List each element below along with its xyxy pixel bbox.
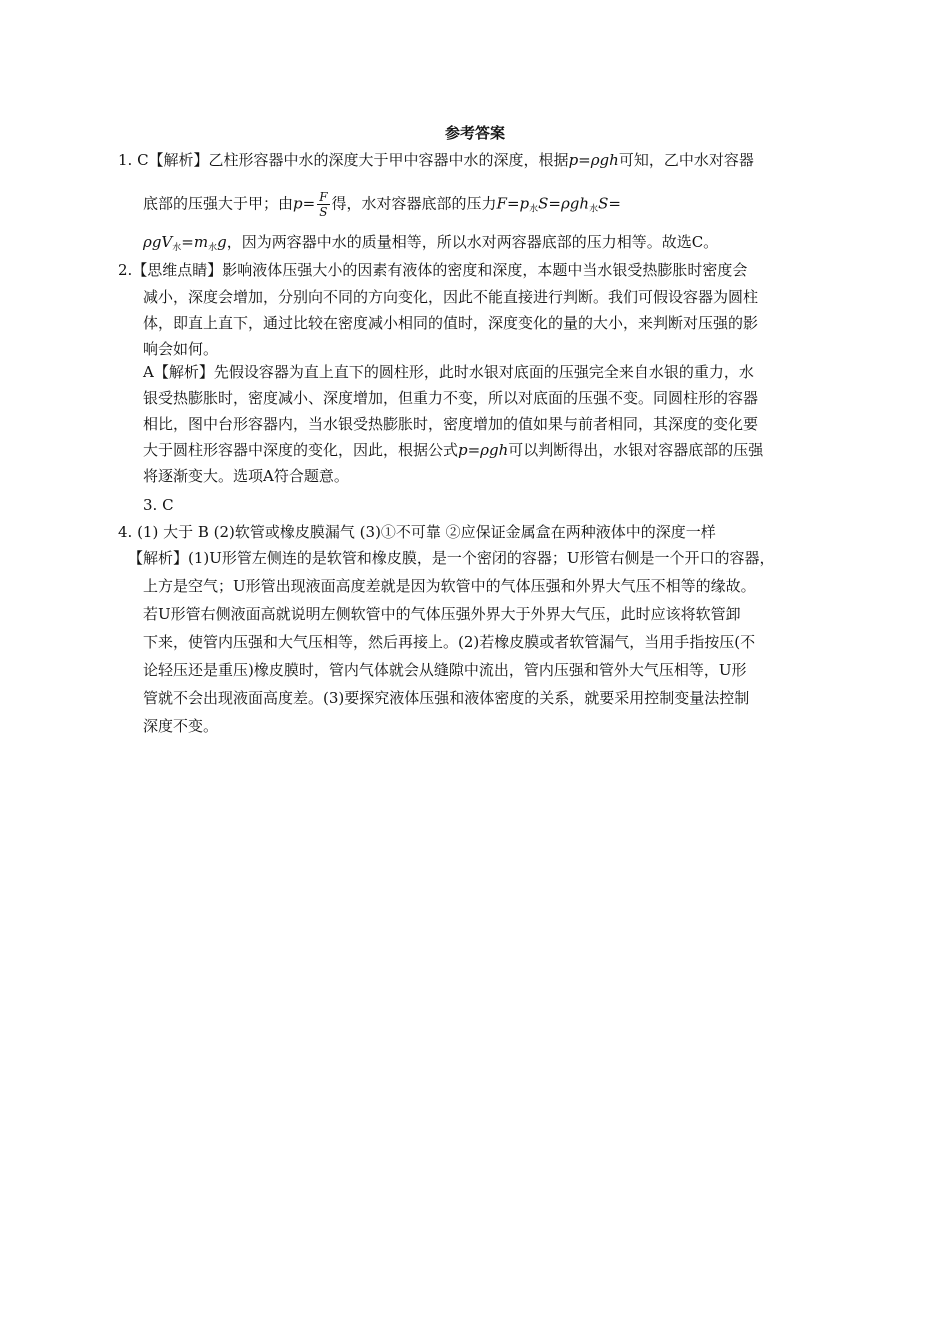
q2-line-5: A【解析】先假设容器为直上直下的圆柱形，此时水银对底面的压强完全来自水银的重力，水 <box>143 363 754 381</box>
formula-force: F=p <box>496 194 530 213</box>
q2-line-1: 2.【思维点睛】影响液体压强大小的因素有液体的密度和深度，本题中当水银受热膨胀时密度会 <box>118 261 748 279</box>
q3-line-1: 3. C <box>143 496 174 514</box>
q1-text: 可知，乙中水对容器 <box>618 151 754 169</box>
formula-force: S= <box>598 194 621 213</box>
q4-line-1: 4. (1) 大于 B (2)软管或橡皮膜漏气 (3)①不可靠 ②应保证金属盒在两种液体中的深度一样 <box>118 523 716 541</box>
formula-weight: =m <box>181 233 209 251</box>
q1-line-3 <box>143 232 718 258</box>
formula-pressure: p=ρgh <box>568 151 619 169</box>
q2-line-7: 相比，图中台形容器内，当水银受热膨胀时，密度增加的值如果与前者相同，其深度的变化要 <box>143 415 759 433</box>
q4-line-5: 下来，使管内压强和大气压相等，然后再接上。(2)若橡皮膜或者软管漏气，当用手指按压(不 <box>143 633 756 651</box>
subscript-water: 水 <box>589 204 599 215</box>
q4-line-3: 上方是空气；U形管出现液面高度差就是因为软管中的气体压强和外界大气压不相等的缘故。 <box>143 577 756 595</box>
subscript-water: 水 <box>208 243 218 253</box>
q4-line-8: 深度不变。 <box>143 717 219 735</box>
fraction-numerator: F <box>319 190 328 204</box>
formula-weight: g <box>217 233 227 251</box>
fraction-denominator: S <box>319 205 328 219</box>
q2-text: 大于圆柱形容器中深度的变化，因此，根据公式 <box>143 441 459 459</box>
q4-line-7: 管就不会出现液面高度差。(3)要探究液体压强和液体密度的关系，就要采用控制变量法控制 <box>143 689 750 707</box>
q4-line-2: 【解析】(1)U形管左侧连的是软管和橡皮膜，是一个密闭的容器；U形管右侧是一个开口的容器， <box>128 549 775 567</box>
q1-line-1 <box>118 150 754 170</box>
q1-text: 底部的压强大于甲；由 <box>143 194 294 213</box>
q1-line-2 <box>143 190 621 220</box>
q2-line-8 <box>143 440 763 460</box>
formula-weight: ρgV <box>143 233 173 251</box>
q2-line-9: 将逐渐变大。选项A符合题意。 <box>143 467 349 485</box>
q1-text: 1. C【解析】乙柱形容器中水的深度大于甲中容器中水的深度，根据 <box>118 151 569 169</box>
q4-line-6: 论轻压还是重压)橡皮膜时，管内气体就会从缝隙中流出，管内压强和管外大气压相等，U形 <box>143 661 747 679</box>
formula-p: p= <box>293 194 316 213</box>
formula-pressure: p=ρgh <box>458 441 509 459</box>
q4-line-4: 若U形管右侧液面高就说明左侧软管中的气体压强外界大于外界大气压，此时应该将软管卸 <box>143 605 741 623</box>
subscript-water: 水 <box>172 243 182 253</box>
q2-line-4: 响会如何。 <box>143 340 219 358</box>
q2-line-2: 减小，深度会增加，分别向不同的方向变化，因此不能直接进行判断。我们可假设容器为圆柱 <box>143 288 759 306</box>
subscript-water: 水 <box>529 204 539 215</box>
q2-text: 可以判断得出，水银对容器底部的压强 <box>508 441 764 459</box>
q2-line-6: 银受热膨胀时，密度减小、深度增加，但重力不变，所以对底面的压强不变。同圆柱形的容器 <box>143 389 759 407</box>
q1-text: ，因为两容器中水的质量相等，所以水对两容器底部的压力相等。故选C。 <box>226 233 719 251</box>
q1-text: 得，水对容器底部的压力 <box>331 194 497 213</box>
formula-force: S=ρgh <box>538 194 590 213</box>
q2-line-3: 体，即直上直下，通过比较在密度减小相同的值时，深度变化的量的大小，来判断对压强的影 <box>143 314 759 332</box>
fraction-F-over-S <box>317 190 329 219</box>
page-title: 参考答案 <box>444 124 505 142</box>
